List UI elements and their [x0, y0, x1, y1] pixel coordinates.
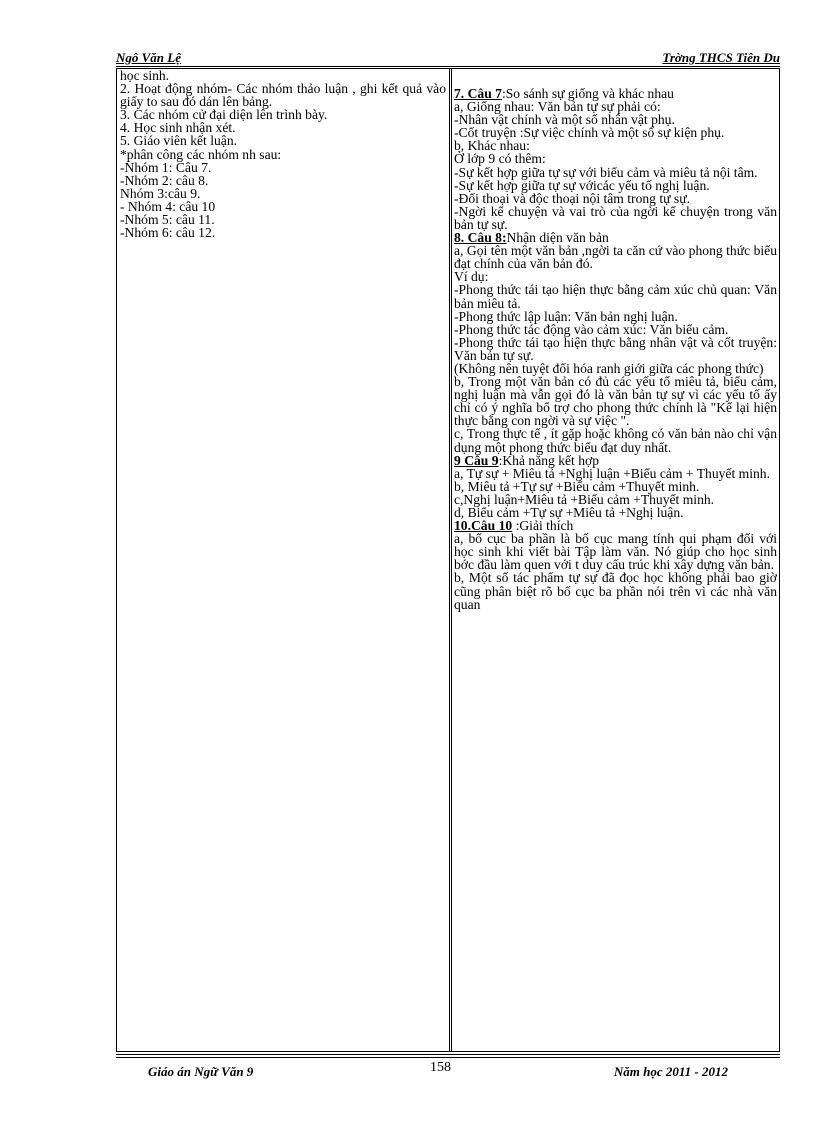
section-text: -Phong thức tái tạo hiện thực bằng nhân vật và cốt truyện: Văn bản tự sự.	[454, 334, 777, 363]
activity-line: -Nhóm 1: Câu 7.	[120, 159, 212, 175]
activity-line: 4. Học sinh nhận xét.	[120, 120, 236, 136]
page-number: 158	[430, 1060, 451, 1075]
content-line	[454, 205, 777, 231]
section-text: Nhận diện văn bản	[506, 230, 609, 246]
section-text: -Phong thức tác động vào cảm xúc: Văn biểu cảm.	[454, 321, 729, 337]
section-label: 7. Câu 7	[454, 86, 502, 101]
content-line	[454, 571, 777, 610]
footer-rule-top	[116, 1054, 780, 1055]
activity-line: 5. Giáo viên kết luận.	[120, 133, 238, 149]
section-text: -Ngời kể chuyện và vai trò của ngời kể chuyện trong văn bản tự sự.	[454, 203, 777, 232]
footer-title: Giáo án Ngữ Văn 9	[148, 1064, 254, 1079]
content-column	[454, 69, 777, 611]
activities-column	[120, 69, 446, 239]
section-text: a, Gọi tên một văn bản ,ngời ta căn cứ vào phong thức biểu đạt chính của văn bản đó.	[454, 243, 777, 272]
section-text: (Không nên tuyệt đối hóa ranh giới giữa các phong thức)	[454, 360, 764, 376]
header-author: Ngô Văn Lệ	[116, 50, 181, 65]
section-text: :Giải thích	[512, 518, 574, 534]
section-text: -Đối thoại và độc thoại nội tâm trong tự sự.	[454, 190, 690, 206]
section-text: -Nhân vật chính và một số nhân vật phụ.	[454, 112, 675, 128]
activity-line: - Nhóm 4: câu 10	[120, 198, 216, 214]
header-rule	[116, 66, 780, 67]
section-text: d, Biểu cảm +Tự sự +Miêu tả +Nghị luận.	[454, 505, 684, 520]
content-line	[454, 532, 777, 571]
section-text: -Phong thức tái tạo hiện thực bằng cảm xúc chủ quan: Văn bản miêu tả.	[454, 282, 777, 311]
activity-line: 3. Các nhóm cử đại diện lên trình bày.	[120, 107, 328, 123]
section-text: a, bố cục ba phần là bố cục mang tính qui phạm đối với học sinh khi viết bài Tập làm văn. Nó giúp cho học sinh bớc đầu làm quen với t duy cấu trúc khi xây dựng văn bản.	[454, 531, 777, 573]
section-text: b, Trong một văn bản có đủ các yếu tố miêu tả, biểu cảm, nghị luận mà vẫn gọi đó là văn bản tự sự vì các yếu tố ấy chỉ có ý nghĩa bổ trợ cho phong thức chính là "Kể lại hiện thực bằng con ngời và sự việc ".	[454, 374, 777, 429]
section-text: -Cốt truyện :Sự việc chính và một số sự kiện phụ.	[454, 125, 725, 141]
activity-line: -Nhóm 2: câu 8.	[120, 172, 209, 188]
section-text: a, Giống nhau: Văn bản tự sự phải có:	[454, 99, 661, 115]
section-text: Ở lớp 9 có thêm:	[454, 151, 546, 167]
section-text: b, Một số tác phẩm tự sự đã đọc học không phải bao giờ cũng phân biệt rõ bố cục ba phần nói trên vì các nhà văn quan	[454, 570, 777, 612]
section-text: -Sự kết hợp giữa tự sự vớicác yếu tố nghị luận.	[454, 177, 710, 193]
content-line	[454, 244, 777, 270]
activity-line: 2. Hoạt động nhóm- Các nhóm thảo luận , ghi kết quả vào giấy to sau đó dán lên bảng.	[120, 81, 446, 110]
column-divider	[449, 69, 452, 1051]
section-text: b, Khác nhau:	[454, 138, 530, 154]
section-text: :Khả năng kết hợp	[498, 452, 600, 468]
lesson-table	[116, 68, 780, 1052]
footer-year: Năm học 2011 - 2012	[613, 1064, 728, 1079]
footer-rule-bottom	[116, 1057, 780, 1058]
page-footer	[148, 1062, 728, 1078]
section-text: c,Nghị luận+Miêu tả +Biểu cảm +Thuyết minh.	[454, 491, 715, 507]
page-header	[116, 50, 780, 66]
section-text: c, Trong thực tế , ít gặp hoặc không có văn bản nào chỉ vận dụng một phong thức biểu đạt duy nhất.	[454, 426, 777, 455]
activity-line: *phân công các nhóm nh sau:	[120, 146, 282, 162]
activity-line: -Nhóm 6: câu 12.	[120, 225, 216, 241]
content-line	[454, 336, 777, 362]
activity-line: Nhóm 3:câu 9.	[120, 185, 201, 201]
activity-line: -Nhóm 5: câu 11.	[120, 212, 215, 228]
section-text: b, Miêu tả +Tự sự +Biểu cảm +Thuyết minh.	[454, 478, 700, 494]
content-line	[454, 283, 777, 309]
section-label: 10.Câu 10	[454, 518, 513, 534]
content-line	[454, 427, 777, 453]
section-text: a, Tự sự + Miêu tả +Nghị luận +Biểu cảm + Thuyết minh.	[454, 465, 770, 481]
content-line	[454, 375, 777, 427]
header-school: Trờng THCS Tiên Du	[662, 50, 780, 65]
section-text: -Sự kết hợp giữa tự sự với biểu cảm và miêu tả nội tâm.	[454, 164, 758, 180]
section-text: Ví dụ:	[454, 269, 489, 285]
section-label: 9 Câu 9	[454, 452, 499, 468]
section-label: 8. Câu 8:	[454, 230, 507, 246]
section-text: :So sánh sự giống và khác nhau	[501, 86, 674, 101]
section-text: -Phong thức lập luận: Văn bản nghị luận.	[454, 308, 678, 324]
activity-line: học sinh.	[120, 68, 170, 83]
